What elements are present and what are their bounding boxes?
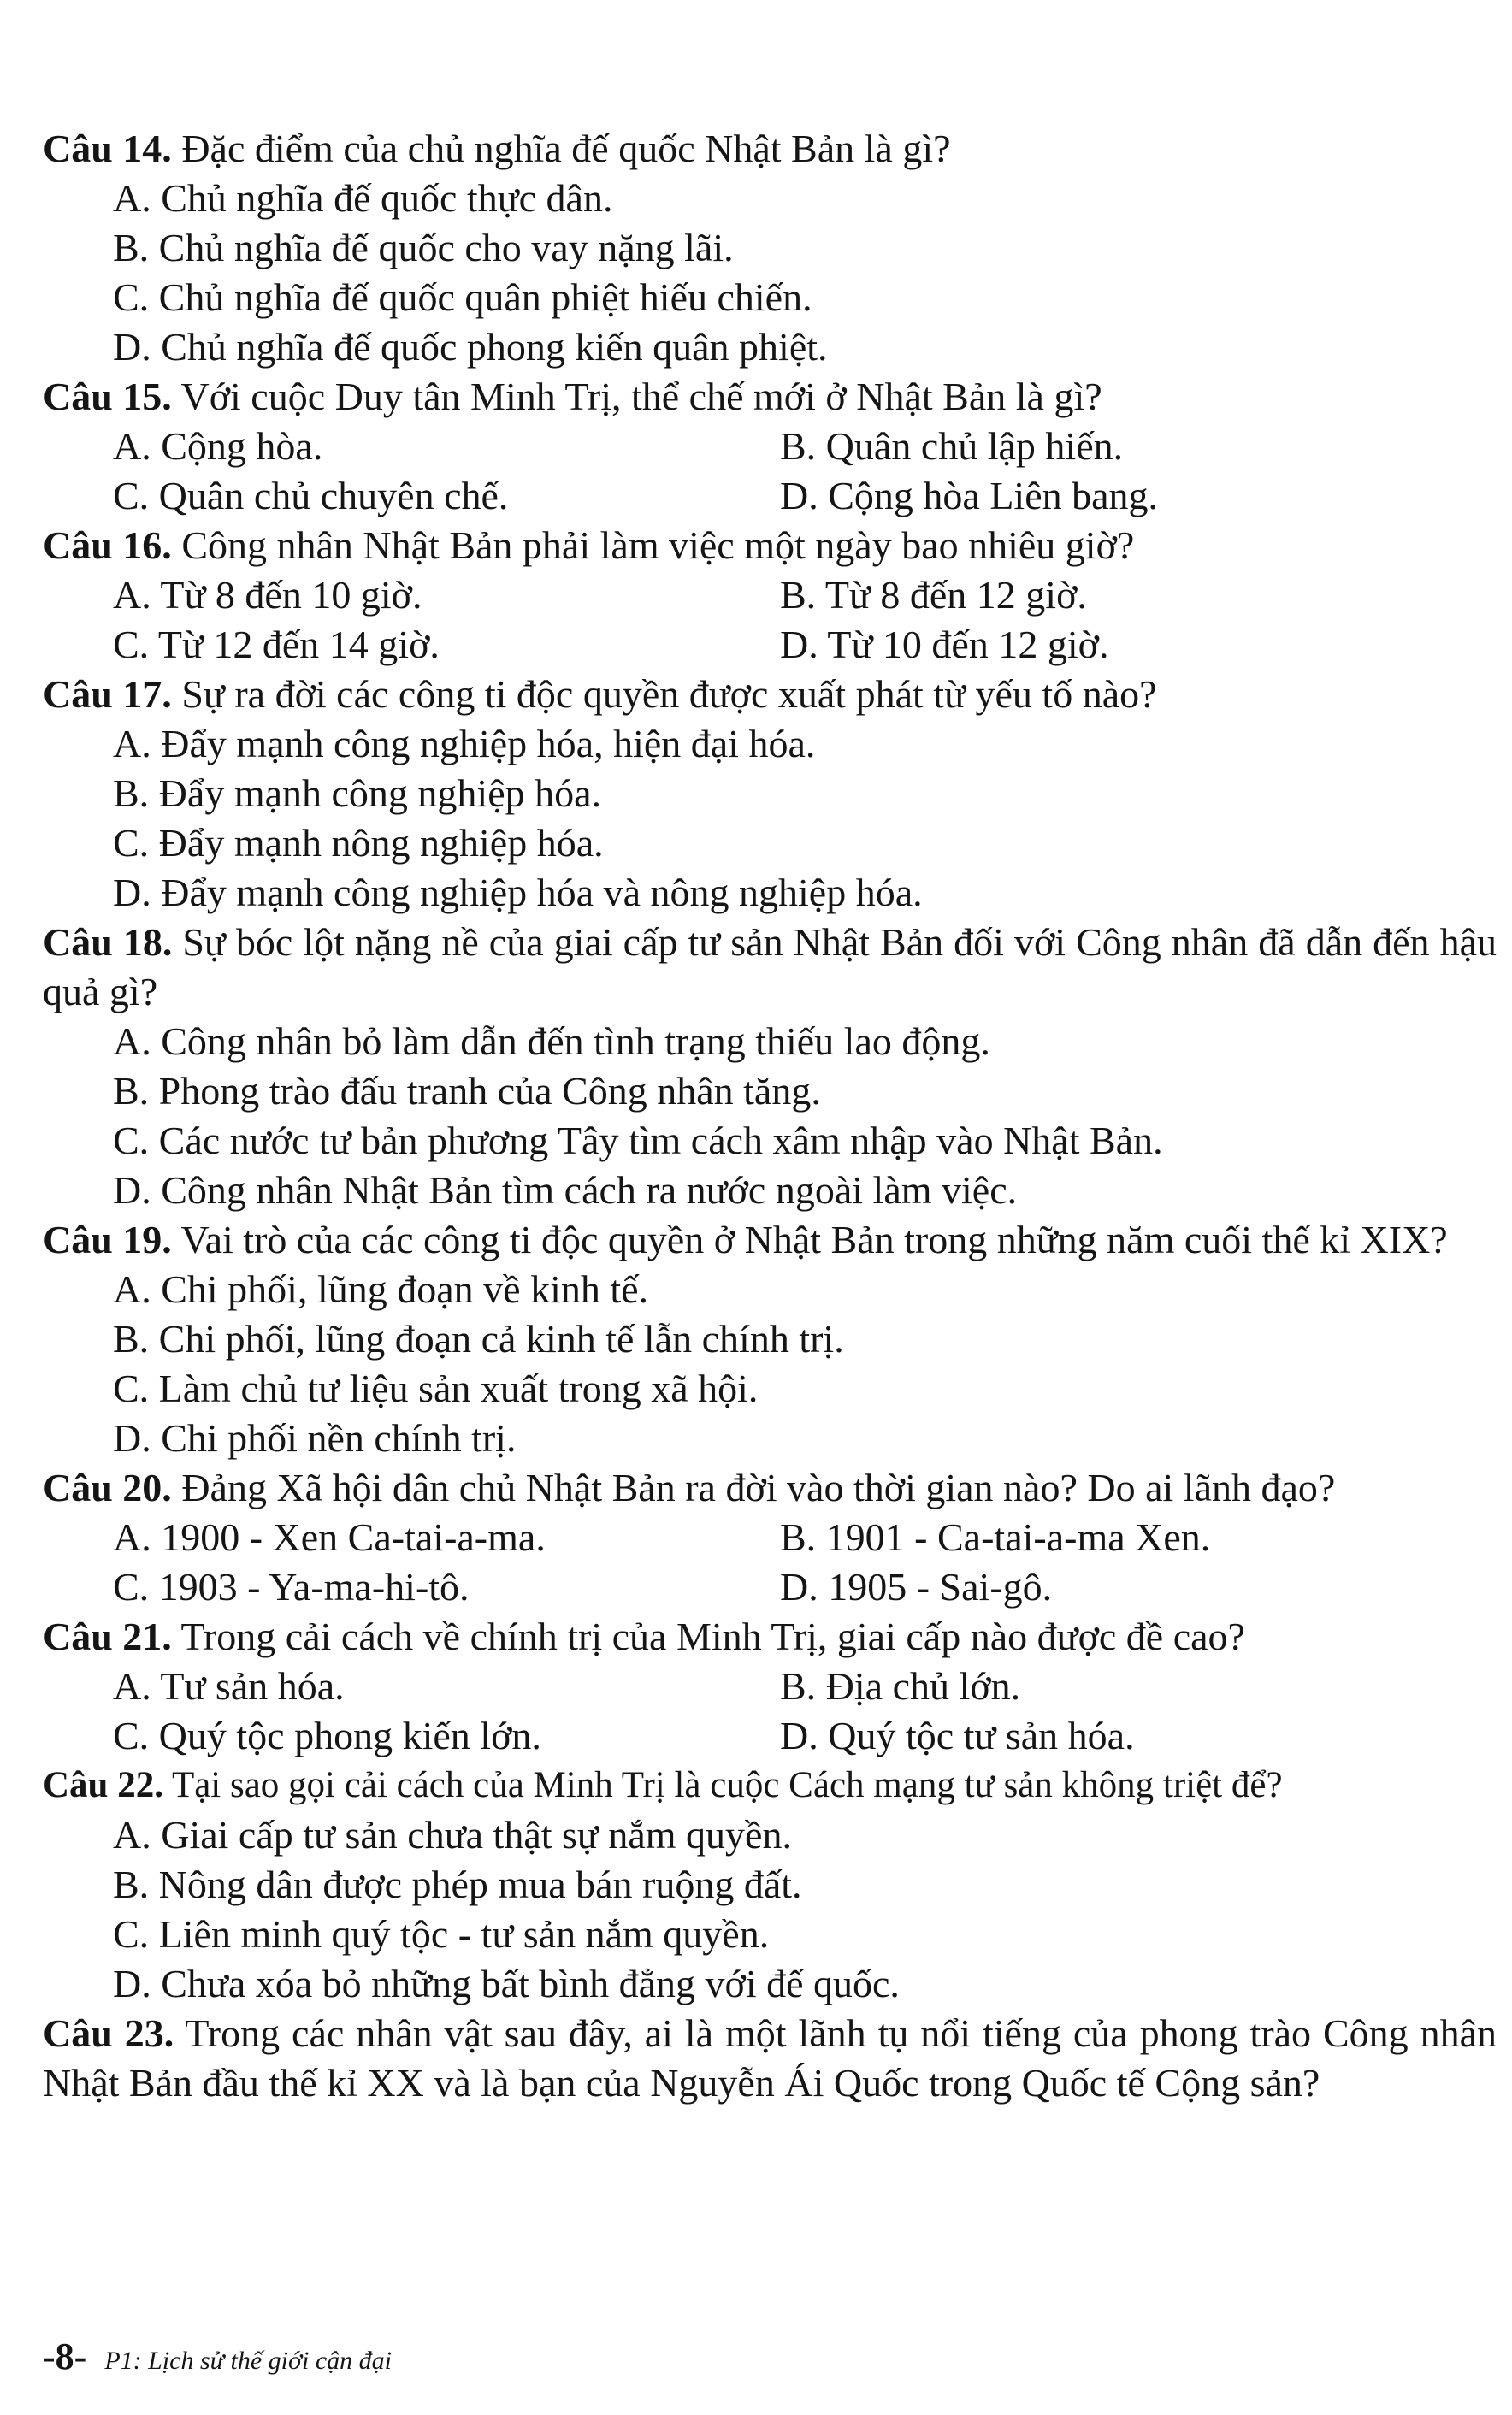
- question-stem: [43, 1463, 1497, 1513]
- options-row: [43, 570, 1497, 620]
- question-stem: [43, 1761, 1497, 1810]
- option-a: A. Cộng hòa.: [113, 424, 323, 468]
- question-stem: [43, 2009, 1497, 2108]
- options-row: [43, 422, 1497, 471]
- options-row: [43, 1562, 1497, 1612]
- question-text: Đảng Xã hội dân chủ Nhật Bản ra đời vào thời gian nào? Do ai lãnh đạo?: [171, 1466, 1336, 1509]
- options-row: [43, 1711, 1497, 1761]
- question-number: Câu 19.: [43, 1218, 172, 1261]
- question-21: [43, 1612, 1497, 1761]
- option-c: C. Chủ nghĩa đế quốc quân phiệt hiếu chiến.: [113, 275, 812, 319]
- question-20: [43, 1463, 1497, 1612]
- question-19: [43, 1215, 1497, 1463]
- question-text: Tại sao gọi cải cách của Minh Trị là cuộc Cách mạng tư sản không triệt để?: [162, 1765, 1283, 1805]
- option-d: D. Quý tộc tư sản hóa.: [780, 1714, 1135, 1757]
- question-number: Câu 15.: [43, 375, 172, 418]
- option-b: B. Quân chủ lập hiến.: [780, 424, 1124, 468]
- question-number: Câu 17.: [43, 672, 172, 716]
- question-23: [43, 2009, 1497, 2108]
- question-number: Câu 16.: [43, 523, 172, 567]
- option-d: D. Đẩy mạnh công nghiệp hóa và nông nghiệp hóa.: [113, 871, 923, 914]
- options-row: [43, 620, 1497, 670]
- option-d: D. 1905 - Sai-gô.: [780, 1565, 1053, 1609]
- question-stem: [43, 670, 1497, 719]
- question-text: Trong cải cách về chính trị của Minh Trị, giai cấp nào được đề cao?: [171, 1615, 1245, 1658]
- question-16: [43, 521, 1497, 670]
- question-22: [43, 1761, 1497, 2009]
- question-number: Câu 22.: [43, 1765, 163, 1805]
- question-text: Vai trò của các công ti độc quyền ở Nhật Bản trong những năm cuối thế kỉ XIX?: [171, 1218, 1448, 1261]
- option-d: D. Công nhân Nhật Bản tìm cách ra nước ngoài làm việc.: [113, 1168, 1018, 1212]
- option-c: C. Các nước tư bản phương Tây tìm cách xâm nhập vào Nhật Bản.: [113, 1119, 1163, 1162]
- option-a: A. Công nhân bỏ làm dẫn đến tình trạng thiếu lao động.: [113, 1019, 990, 1063]
- option-a: A. Giai cấp tư sản chưa thật sự nắm quyền.: [113, 1813, 792, 1857]
- question-text: Sự bóc lột nặng nề của giai cấp tư sản Nhật Bản đối với Công nhân đã dẫn đến hậu quả gì?: [43, 920, 1497, 1013]
- question-number: Câu 18.: [43, 920, 173, 964]
- question-number: Câu 21.: [43, 1615, 172, 1658]
- option-c: C. Quân chủ chuyên chế.: [113, 474, 509, 517]
- option-c: C. Từ 12 đến 14 giờ.: [113, 623, 440, 666]
- question-14: [43, 124, 1497, 372]
- option-b: B. Phong trào đấu tranh của Công nhân tăng.: [113, 1069, 821, 1113]
- question-stem: [43, 1215, 1497, 1265]
- question-stem: [43, 372, 1497, 422]
- question-text: Công nhân Nhật Bản phải làm việc một ngày bao nhiêu giờ?: [171, 523, 1135, 567]
- question-17: [43, 670, 1497, 918]
- question-stem: [43, 918, 1497, 1017]
- question-text: Với cuộc Duy tân Minh Trị, thể chế mới ở Nhật Bản là gì?: [171, 375, 1102, 418]
- option-b: B. Chi phối, lũng đoạn cả kinh tế lẫn chính trị.: [113, 1317, 844, 1361]
- option-a: A. Tư sản hóa.: [113, 1664, 345, 1708]
- question-number: Câu 23.: [43, 2011, 174, 2055]
- option-c: C. Đẩy mạnh nông nghiệp hóa.: [113, 821, 604, 865]
- question-stem: [43, 124, 1497, 174]
- option-c: C. 1903 - Ya-ma-hi-tô.: [113, 1565, 470, 1609]
- option-d: D. Cộng hòa Liên bang.: [780, 474, 1159, 517]
- question-stem: [43, 1612, 1497, 1662]
- question-text: Sự ra đời các công ti độc quyền được xuất phát từ yếu tố nào?: [171, 672, 1157, 716]
- question-18: [43, 918, 1497, 1215]
- option-d: D. Chưa xóa bỏ những bất bình đẳng với đế quốc.: [113, 1962, 900, 2005]
- option-d: D. Từ 10 đến 12 giờ.: [780, 623, 1109, 666]
- question-number: Câu 20.: [43, 1466, 172, 1509]
- option-c: C. Quý tộc phong kiến lớn.: [113, 1714, 541, 1757]
- question-text: Trong các nhân vật sau đây, ai là một lãnh tụ nổi tiếng của phong trào Công nhân Nhật Bản đầu thế kỉ XX và là bạn của Nguyễn Ái Quốc trong Quốc tế Cộng sản?: [43, 2011, 1497, 2105]
- options-row: [43, 471, 1497, 521]
- book-subtitle: P1: Lịch sử thế giới cận đại: [104, 2347, 392, 2375]
- option-b: B. 1901 - Ca-tai-a-ma Xen.: [780, 1515, 1211, 1559]
- option-b: B. Từ 8 đến 12 giờ.: [780, 573, 1087, 617]
- option-a: A. Đẩy mạnh công nghiệp hóa, hiện đại hóa.: [113, 722, 816, 765]
- option-d: D. Chi phối nền chính trị.: [113, 1416, 517, 1460]
- option-c: C. Liên minh quý tộc - tư sản nắm quyền.: [113, 1912, 770, 1956]
- question-text: Đặc điểm của chủ nghĩa đế quốc Nhật Bản là gì?: [171, 127, 951, 170]
- page-footer: [43, 2333, 392, 2385]
- option-a: A. 1900 - Xen Ca-tai-a-ma.: [113, 1515, 546, 1559]
- option-a: A. Chủ nghĩa đế quốc thực dân.: [113, 176, 613, 220]
- option-b: B. Địa chủ lớn.: [780, 1664, 1021, 1708]
- option-c: C. Làm chủ tư liệu sản xuất trong xã hội.: [113, 1367, 759, 1410]
- question-15: [43, 372, 1497, 521]
- document-page: [43, 124, 1497, 2108]
- option-b: B. Chủ nghĩa đế quốc cho vay nặng lãi.: [113, 226, 734, 269]
- page-number: -8-: [43, 2335, 87, 2377]
- option-b: B. Đẩy mạnh công nghiệp hóa.: [113, 771, 602, 815]
- options-row: [43, 1513, 1497, 1562]
- option-b: B. Nông dân được phép mua bán ruộng đất.: [113, 1863, 802, 1906]
- options-row: [43, 1662, 1497, 1711]
- option-d: D. Chủ nghĩa đế quốc phong kiến quân phiệt.: [113, 325, 828, 369]
- option-a: A. Từ 8 đến 10 giờ.: [113, 573, 422, 617]
- question-stem: [43, 521, 1497, 570]
- question-number: Câu 14.: [43, 127, 172, 170]
- option-a: A. Chi phối, lũng đoạn về kinh tế.: [113, 1267, 649, 1311]
